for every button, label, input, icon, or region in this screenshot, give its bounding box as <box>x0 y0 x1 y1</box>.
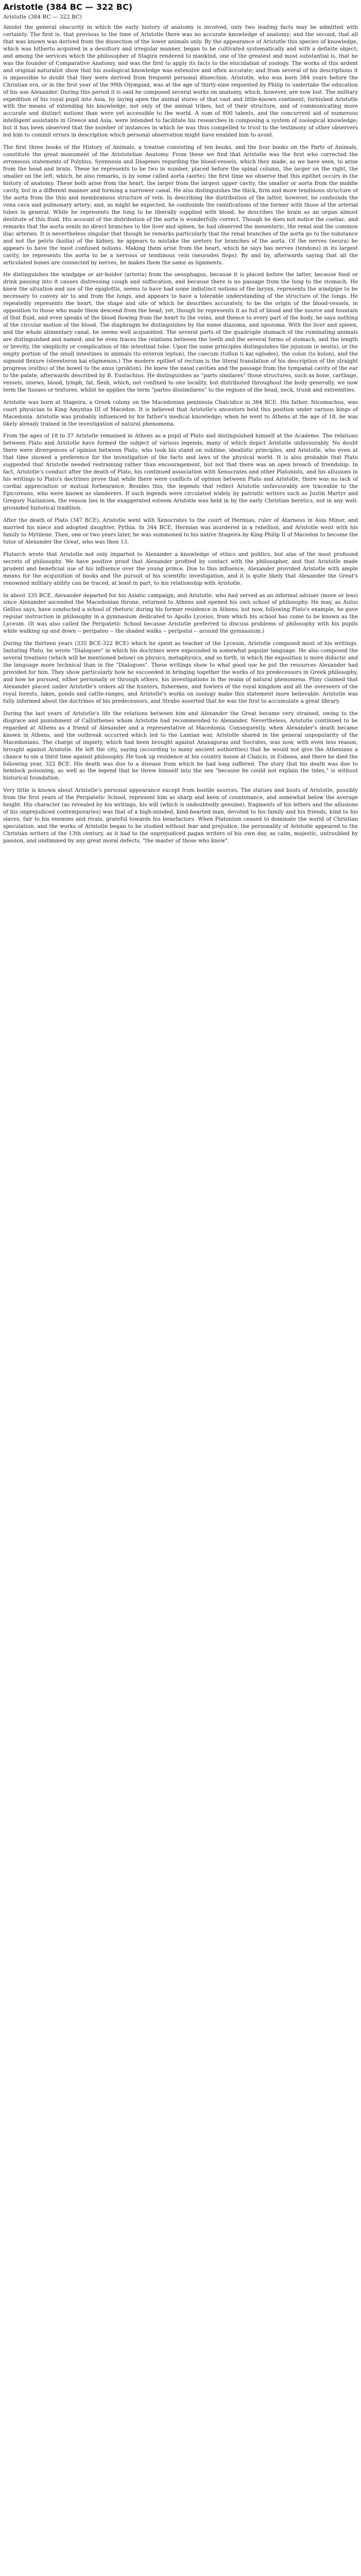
page-subtitle: Aristotle (384 BC — 322 BC) <box>3 14 82 20</box>
article-body <box>3 24 358 845</box>
paragraph-5: From the ages of 18 to 37 Aristotle remained in Athens as a pupil of Plato and distinguished himself at the Academe. The relations between Plato and Aristotle have formed the subject of various legends, many of which depict Aristotle unfavourably. No doubt there were divergences of opinion between Plato, who took his stand on sublime, idealistic principles, and Aristotle, who even at that time showed a preference for the investigation of the facts and laws of the physical world. It is also probable that Plato suggested that Aristotle needed restraining rather than encouragement, but not that there was an open breach of friendship. In fact, Aristotle's conduct after the death of Plato, his continued association with Xenocrates and other Platonists, and his allusions in his writings to Plato's doctrines prove that while there were conflicts of opinion between Plato and Aristotle, there was no lack of cordial appreciation or mutual forbearance. Besides this, the legends that reflect Aristotle unfavourably are traceable to the Epicureans, who were known as slanderers. If such legends were circulated widely by patristic writers such as Justin Martyr and Gregory Nazianzen, the reason lies in the exaggerated esteem Aristotle was held in by the early Christian heretics, not in any well-grounded historical tradition. <box>3 433 358 511</box>
paragraph-1: Amidst the general obscurity in which the early history of anatomy is involved, only two leading facts may be admitted with certainty. The first is, that previous to the time of Aristotle there was no accurate knowledge of anatomy; and the second, that all that was known was derived from the dissection of the lower animals only. By the appearance of Aristotle this species of knowledge, which was hitherto acquired in a desultory and irregular manner, began to be cultivated systematically and with a definite object; and among the services which the philosopher of Stagira rendered to mankind, one of the greatest and most substantial is, that he was the founder of Comparative Anatomy, and was the first to apply its facts to the elucidation of zoology. The works of this ardent and original naturalist show that his zoological knowledge was extensive and often accurate; and from several of his descriptions it is impossible to doubt that they were derived from frequent personal dissection. Aristotle, who was born 384 years before the Christian era, or in the first year of the 99th Olympiad, was at the age of thirty-nine requested by Philip to undertake the education of his son Alexander. During this period it is said he composed several works on anatomy, which, however, are now lost. The military expedition of his royal pupil into Asia, by laying open the animal stores of that vast and little-known continent, furnished Aristotle with the means of extending his knowledge, not only of the animal tribes, but of their structure, and of communicating more accurate and distinct notions than were yet accessible to the world. A sum of 800 talents, and the concurrent aid of numerous intelligent assistants in Greece and Asia, were intended to facilitate his researches in composing a system of zoological knowledge; but it has been observed that the number of instances in which he was thus compelled to trust to the testimony of other observers led him to commit errors in description which personal observation might have enabled him to avoid. <box>3 25 358 139</box>
paragraph-4: Aristotle was born at Stageira, a Greek colony on the Macedonian peninsula Chalcidice in 384 BCE. His father, Nicomachus, was court physician to King Amyntas III of Macedon. It is believed that Aristotle's ancestors held this position under various kings of Macedonia. Aristotle was probably influenced by his father's medical knowledge; when he went to Athens at the age of 18, he was likely already trained in the investigation of natural phenomena. <box>3 399 358 427</box>
paragraph-11: Very little is known about Aristotle's personal appearance except from hostile sources. The statues and busts of Aristotle, possibly from the first years of the Peripatetic School, represent him as sharp and keen of countenance, and somewhat below the average height. His character (as revealed by his writings, his will (which is undoubtedly genuine), fragments of his letters and the allusions of his unprejudiced contemporaries) was that of a high-minded, kind-hearted man, devoted to his family and his friends, kind to his slaves, fair to his enemies and rivals, grateful towards his benefactors. When Platonism ceased to dominate the world of Christian speculation, and the works of Aristotle began to be studied without fear and prejudice, the personality of Aristotle appeared to the Christian writers of the 13th century, as it had to the unprejudiced pagan writers of his own day, as calm, majestic, untroubled by passion, and undimmed by any great moral defects, "the master of those who know". <box>3 788 358 844</box>
paragraph-9: During the thirteen years (335 BCE-322 BCE) which he spent as teacher of the Lyceum, Aristotle composed most of his writings. Imitating Plato, he wrote "Dialogues" in which his doctrines were expounded in somewhat popular language. He also composed the several treatises (which will be mentioned below) on physics, metaphysics, and so forth, in which the exposition is more didactic and the language more technical than in the "Dialogues". These writings show to what good use he put the resources Alexander had provided for him. They show particularly how he succeeded in bringing together the works of his predecessors in Greek philosophy, and how he pursued, either personally or through others, his investigations in the realm of natural phenomena. Pliny claimed that Alexander placed under Aristotle's orders all the hunters, fishermen, and fowlers of the royal kingdom and all the overseers of the royal forests, lakes, ponds and cattle-ranges, and Aristotle's works on zoology make this statement more believable. Aristotle was fully informed about the doctrines of his predecessors, and Strabo asserted that he was the first to accumulate a great library. <box>3 641 358 704</box>
paragraph-10: During the last years of Aristotle's life the relations between him and Alexander the Great became very strained, owing to the disgrace and punishment of Callisthenes whom Aristotle had recommended to Alexander. Nevertheless, Aristotle continued to be regarded at Athens as a friend of Alexander and a representative of Macedonia. Consequently, when Alexander's death became known in Athens, and the outbreak occurred which led to the Lamian war, Aristotle shared in the general unpopularity of the Macedonians. The charge of impiety, which had been brought against Anaxagoras and Socrates, was now, with even less reason, brought against Aristotle. He left the city, saying (according to many ancient authorities) that he would not give the Athenians a chance to sin a third time against philosophy. He took up residence at his country house at Chalcis, in Euboea, and there he died the following year, 322 BCE. His death was due to a disease from which he had long suffered. The story that his death was due to hemlock poisoning, as well as the legend that he threw himself into the sea "because he could not explain the tides," is without historical foundation. <box>3 710 358 782</box>
paragraph-3: He distinguishes the windpipe or air-holder (arteria) from the oesophagus, because it is placed before the latter, because food or drink passing into it causes distressing cough and suffocation, and because there is no passage from the lung to the stomach. He knew the situation and use of the epiglottis, seems to have had some indistinct notions of the larynx, represents the windpipe to be necessary to convey air to and from the lungs, and appears to have a tolerable understanding of the structure of the lungs. He repeatedly represents the heart, the shape and site of which he describes accurately, to be the origin of the blood-vessels, in opposition to those who made them descend from the head; yet, though he represents it as full of blood and the source and fountain of that fluid, and even speaks of the blood flowing from the heart to the veins, and thence to every part of the body, he says nothing of the circular motion of the blood. The diaphragm he distinguishes by the name diazoma, and upozoma. With the liver and spleen, and the whole alimentary canal, he seems well acquainted. The several parts of the quadruple stomach of the ruminating animals are distinguished and named; and he even traces the relations between the teeth and the several forms of stomach, and the length or brevity, the simplicity or complication of the intestinal tube. Upon the same principles distinguishes the jejunum (e nestis), or the empty portion of the small intestines in animals (to enteron lepton), the caecum (tuflon ti kai oglodes), the colon (to kolon), and the sigmoid flexure (steenteron kai eligmenon.) The modern epithet of rectum is the literal translation of his description of the straight progress (euthu) of the bowel to the anus (prokton). He knew the nasal cavities and the passage from the tympanal cavity of the ear to the palate, afterwards described by B. Eustachius. He distinguishes as "parts similares" those structures, such as bone, cartilage, vessels, sinews, blood, lymph, fat, flesh, which, not confined to one locality, but distributed throughout the body generally, we now term the tissues or textures, whilst he applies the term "partes dissimilares" to the regions of the head, neck, trunk and extremities. <box>3 272 358 393</box>
paragraph-2: The first three books of the History of Animals, a treatise consisting of ten books, and the four books on the Parts of Animals, constitute the great monument of the Aristotelian Anatomy. From these we find that Aristotle was the first who corrected the erroneous statements of Polybus, Syennesis and Diogenes regarding the blood-vessels, which they made, as we have seen, to arise from the head and brain. These he represents to be two in number, placed before the spinal column, the larger on the right, the smaller on the left, which, he also remarks, is by some called aorta (aorte); the first time we observe that this epithet occurs in the history of anatomy. These both arise from the heart, the larger from the largest upper cavity, the smaller or aorta from the middle cavity, but in a different manner and forming a narrower canal. He also distinguishes the thick, firm and more tendinous structure of the aorta from the thin and membranous structure of vein. In describing the distribution of the latter, however, he confounds the vena cava and pulmonary artery; and, as might be expected, he confounds the ramifications of the former with those of the arterial tubes in general. While he represents the lung to be liberally supplied with blood, he describes the brain as an organ almost destitute of this fluid. His account of the distribution of the aorta is wonderfully correct. Though he does not notice the coeliac, and remarks that the aorta sends no direct branches to the liver and spleen, he had observed the mesenteric, the renal and the common iliac arteries. It is nevertheless singular that though he remarks particularly that the renal branches of the aorta go to the substance and not the pelvis (koilia) of the kidney, he appears to mistake the ureters for branches of the aorta. Of the nerves (neura) he appears to have the most confused notions. Making them arise from the heart, which he says has nerves (tendons) in its largest cavity, he represents the aorta to be a nervous or tendinous vein (neurodes fleps). By and by, afterwards saying that all the articulated bones are connected by nerves, he makes them the same as ligaments. <box>3 145 358 266</box>
paragraph-8: In about 335 BCE, Alexander departed for his Asiatic campaign, and Aristotle, who had served as an informal adviser (more or less) since Alexander ascended the Macedonian throne, returned to Athens and opened his own school of philosophy. He may, as Aulus Gellius says, have conducted a school of rhetoric during his former residence in Athens; but now, following Plato's example, he gave regular instruction in philosophy in a gymnasium dedicated to Apollo Lyceios, from which his school has come to be known as the Lyceum. (It was also called the Peripatetic School because Aristotle preferred to discuss problems of philosophy with his pupils while walking up and down -- peripateo -- the shaded walks -- peripatoi -- around the gymnasium.) <box>3 592 358 635</box>
paragraph-7: Plutarch wrote that Aristotle not only imparted to Alexander a knowledge of ethics and politics, but also of the most profound secrets of philosophy. We have positive proof that Alexander profited by contact with the philosopher, and that Aristotle made prudent and beneficial use of his influence over the young prince. Due to this influence, Alexander provided Aristotle with ample means for the acquisition of books and the pursuit of his scientific investigation, and it is quite likely that Alexander the Great's renowned military ability can be traced, at least in part, to his relationship with Aristotle. <box>3 551 358 586</box>
paragraph-6: After the death of Plato (347 BCE), Aristotle went with Xenocrates to the court of Hermias, ruler of Atarneus in Asia Minor, and married his niece and adopted daughter, Pythia. In 344 BCE, Hermias was murdered in a rebellion, and Aristotle went with his family to Mytilene. Then, one or two years later, he was summoned to his native Stageira by King Philip II of Macedon to become the tutor of Alexander the Great, who was then 13. <box>3 517 358 545</box>
page-title: Aristotle (384 BC — 322 BC) <box>3 2 133 12</box>
